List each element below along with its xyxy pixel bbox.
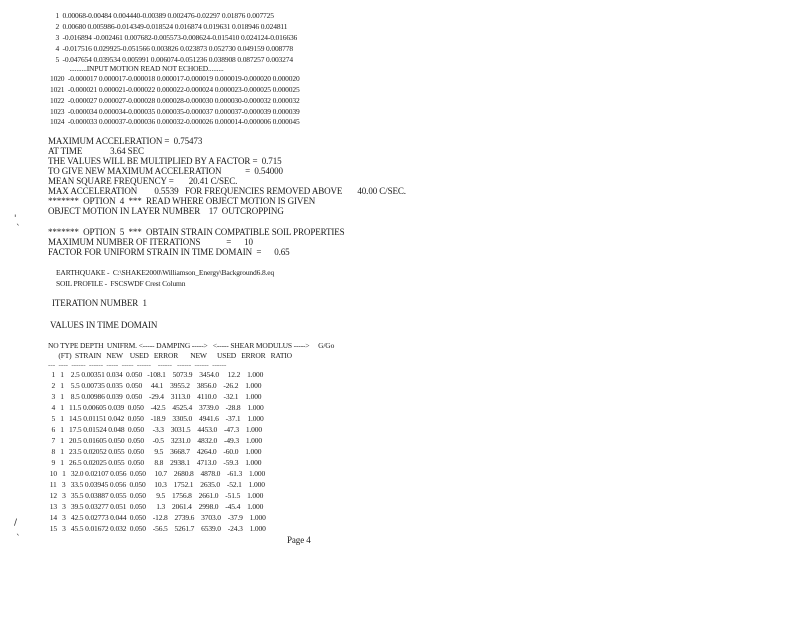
option-line: FACTOR FOR UNIFORM STRAIN IN TIME DOMAIN = 0.65 [48, 247, 290, 257]
record-row: 1020 -0.000017 0.000017-0.000018 0.000017-0.000019 0.000019-0.000020 0.000020 [50, 74, 300, 83]
record-row: 1024 -0.000033 0.000037-0.000036 0.000032-0.000026 0.000014-0.000006 0.000045 [50, 117, 300, 126]
record-row: 1022 -0.000027 0.000027-0.000028 0.000028-0.000030 0.000030-0.000032 0.000032 [50, 96, 300, 105]
table-row: 2 1 5.5 0.00735 0.035 0.050 44.1 3955.2 3856.0 -26.2 1.000 [48, 381, 262, 390]
table-row: 1 1 2.5 0.00351 0.034 0.050 -108.1 5073.9 3454.0 12.2 1.000 [48, 370, 264, 379]
input-not-echoed-note: ..........INPUT MOTION READ NOT ECHOED......... [66, 64, 224, 73]
table-row: 6 1 17.5 0.01524 0.048 0.050 -3.3 3031.5 4453.0 -47.3 1.000 [48, 425, 262, 434]
option-line: MAXIMUM NUMBER OF ITERATIONS = 10 [48, 237, 253, 247]
summary-line: AT TIME 3.64 SEC [48, 146, 144, 156]
page-number: Page 4 [287, 535, 311, 545]
record-row: 1023 -0.000034 0.000034-0.000035 0.000035-0.000037 0.000037-0.000039 0.000039 [50, 107, 300, 116]
summary-line: ******* OPTION 4 *** READ WHERE OBJECT MOTION IS GIVEN [48, 196, 316, 206]
earthquake-file: EARTHQUAKE - C:\SHAKE2000\Williamson_Energy\Background6.8.eq [56, 268, 275, 277]
soil-profile: SOIL PROFILE - FSCSWDF Crest Column [56, 279, 186, 288]
record-row: 2 0.00680 0.005986-0.014349-0.018524 0.016874 0.019631 0.018946 0.024811 [52, 22, 288, 31]
summary-line: OBJECT MOTION IN LAYER NUMBER 17 OUTCROPPING [48, 206, 284, 216]
table-header-row: NO TYPE DEPTH UNIFRM. <----- DAMPING -----> <----- SHEAR MODULUS -----> G/Go [48, 341, 335, 350]
summary-line: MEAN SQUARE FREQUENCY = 20.41 C/SEC. [48, 176, 238, 186]
record-row: 1021 -0.000021 0.000021-0.000022 0.000022-0.000024 0.000023-0.000025 0.000025 [50, 85, 300, 94]
table-row: 15 3 45.5 0.01672 0.032 0.050 -56.5 5261.7 6539.0 -24.3 1.000 [48, 524, 266, 533]
scan-mark: / [14, 518, 18, 528]
record-row: 3 -0.016894 -0.002461 0.007682-0.005573-0.008624-0.015410 0.024124-0.016636 [52, 33, 298, 42]
table-row: 9 1 26.5 0.02025 0.055 0.050 8.8 2938.1 4713.0 -59.3 1.000 [48, 458, 262, 467]
scan-mark: ` [16, 224, 21, 234]
summary-line: MAXIMUM ACCELERATION = 0.75473 [48, 136, 203, 146]
table-row: 13 3 39.5 0.03277 0.051 0.050 1.3 2061.4 2998.0 -45.4 1.000 [48, 502, 264, 511]
record-row: 5 -0.047654 0.039534 0.005991 0.006074-0.051236 0.038908 0.087257 0.003274 [52, 55, 293, 64]
summary-line: MAX ACCELERATION 0.5539 FOR FREQUENCIES REMOVED ABOVE 40.00 C/SEC. [48, 186, 406, 196]
table-row: 3 1 8.5 0.00986 0.039 0.050 -29.4 3113.0 4110.0 -32.1 1.000 [48, 392, 262, 401]
table-rule: --- ---- ------ ------ ----- ----- ------ ------ ------ ------ ------ [48, 360, 227, 369]
scan-mark: ' [14, 214, 17, 224]
table-row: 14 3 42.5 0.02773 0.044 0.050 -12.8 2739.6 3703.0 -37.9 1.000 [48, 513, 266, 522]
table-row: 5 1 14.5 0.01151 0.042 0.050 -18.9 3305.0 4941.6 -37.1 1.000 [48, 414, 264, 423]
iteration-number: ITERATION NUMBER 1 [52, 298, 147, 308]
record-row: 1 0.00068-0.00484 0.004440-0.00389 0.002476-0.02297 0.01876 0.007725 [52, 11, 274, 20]
table-row: 12 3 35.5 0.03887 0.055 0.050 9.5 1756.8 2661.0 -51.5 1.000 [48, 491, 264, 500]
table-row: 7 1 20.5 0.01605 0.050 0.050 -0.5 3231.0 4832.0 -49.3 1.000 [48, 436, 262, 445]
table-row: 8 1 23.5 0.02052 0.055 0.050 9.5 3668.7 4264.0 -60.0 1.000 [48, 447, 262, 456]
table-header-row: (FT) STRAIN NEW USED ERROR NEW USED ERROR RATIO [48, 351, 292, 360]
summary-line: THE VALUES WILL BE MULTIPLIED BY A FACTOR = 0.715 [48, 156, 282, 166]
record-row: 4 -0.017516 0.029925-0.051566 0.003826 0.023873 0.052730 0.049159 0.008778 [52, 44, 293, 53]
values-heading: VALUES IN TIME DOMAIN [50, 320, 158, 330]
table-row: 4 1 11.5 0.00605 0.039 0.050 -42.5 4525.4 3739.0 -28.8 1.000 [48, 403, 264, 412]
option-line: ******* OPTION 5 *** OBTAIN STRAIN COMPATIBLE SOIL PROPERTIES [48, 227, 345, 237]
table-row: 11 3 33.5 0.03945 0.056 0.050 10.3 1752.1 2635.0 -52.1 1.000 [48, 480, 265, 489]
summary-line: TO GIVE NEW MAXIMUM ACCELERATION = 0.54000 [48, 166, 283, 176]
scan-mark: ` [16, 534, 21, 544]
table-row: 10 1 32.0 0.02107 0.056 0.050 10.7 2680.8 4878.0 -61.3 1.000 [48, 469, 266, 478]
